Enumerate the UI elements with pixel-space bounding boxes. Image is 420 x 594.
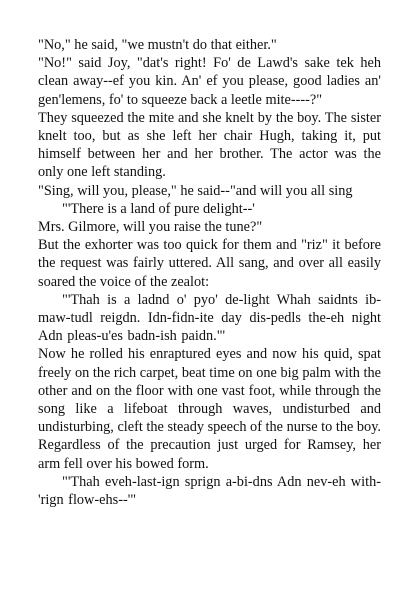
paragraph-exhorter: But the exhorter was too quick for them and "riz" it before the request was fairly uttered. All sang, and over all easily soared the voice of the zealot: [38, 237, 381, 290]
verse-zealot-song: "'Thah is a ladnd o' pyo' de-light Whah saidnts ib-maw-tudl reigdn. Idn-fidn-ite day dis-pedls the-eh night Adn pleas-u'es badn-ish paidn."' [38, 291, 381, 345]
document-page [38, 36, 381, 509]
paragraph-squeezed-mite: They squeezed the mite and she knelt by the boy. The sister knelt too, but as she left her chair Hugh, taking it, put himself between her and her brother. The actor was the only one left standing. [38, 109, 381, 181]
verse-everlasting-spring: "'Thah eveh-last-ign sprign a-bi-dns Adn nev-eh with-'rign flow-ehs--'" [38, 473, 381, 509]
paragraph-sing-request: "Sing, will you, please," he said--"and will you all sing [38, 182, 353, 199]
verse-land-of-delight: "'There is a land of pure delight--' [62, 200, 255, 217]
paragraph-dialogue-no: "No," he said, "we mustn't do that either." [38, 37, 277, 53]
paragraph-rolled-eyes: Now he rolled his enraptured eyes and now his quid, spat freely on the rich carpet, beat time on one big palm with the other and on the floor with one vast foot, while through the song like a lifeboat through waves, undisturbed and undisturbing, cleft the steady speech of the nurse to the boy. Regardless of the precaution just urged for Ramsey, her arm fell over his bowed form. [38, 346, 381, 472]
paragraph-mrs-gilmore: Mrs. Gilmore, will you raise the tune?" [38, 219, 263, 236]
paragraph-joy-speech: "No!" said Joy, "dat's right! Fo' de Lawd's sake tek heh clean away--ef you kin. An' ef you please, good ladies an' gen'lemens, fo' to squeeze back a leetle mite----?" [38, 55, 381, 108]
